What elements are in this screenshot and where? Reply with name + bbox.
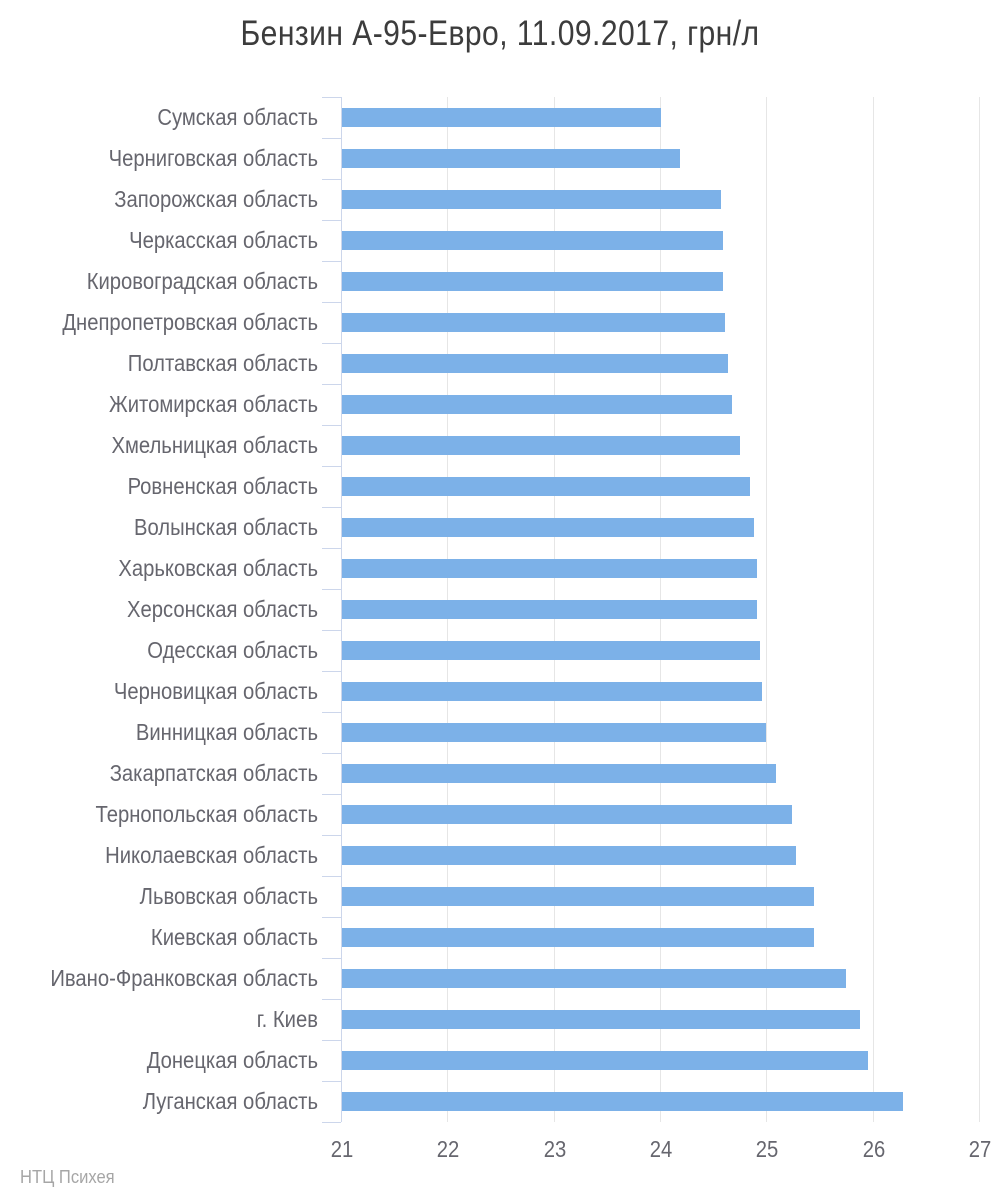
category-tick (322, 384, 341, 385)
value-tick-label: 23 (543, 1136, 567, 1162)
category-tick (322, 548, 341, 549)
category-label: Сумская область (157, 104, 318, 130)
category-tick (322, 466, 341, 467)
category-label: Полтавская область (127, 350, 318, 376)
category-label: Черновицкая область (113, 678, 318, 704)
price-bar[interactable] (342, 395, 732, 414)
category-tick (322, 138, 341, 139)
price-bar[interactable] (342, 272, 723, 291)
category-tick (322, 425, 341, 426)
category-tick (322, 999, 341, 1000)
category-tick (322, 343, 341, 344)
price-bar[interactable] (342, 190, 721, 209)
value-tick-label: 26 (862, 1136, 886, 1162)
category-tick (322, 507, 341, 508)
price-bar[interactable] (342, 682, 762, 701)
plot-area (342, 97, 980, 1122)
price-bar[interactable] (342, 477, 750, 496)
value-gridline (979, 97, 980, 1122)
category-tick (322, 1081, 341, 1082)
category-label: Закарпатская область (109, 760, 318, 786)
price-bar[interactable] (342, 1010, 860, 1029)
category-label: Львовская область (139, 883, 318, 909)
category-tick (322, 671, 341, 672)
price-bar[interactable] (342, 559, 757, 578)
category-label: Херсонская область (126, 596, 319, 622)
category-tick (322, 1122, 341, 1123)
category-label: Донецкая область (146, 1047, 318, 1073)
category-label: Луганская область (142, 1088, 318, 1114)
price-bar[interactable] (342, 436, 740, 455)
category-axis-labels (0, 97, 318, 1122)
category-label: Днепропетровская область (62, 309, 318, 335)
category-tick (322, 302, 341, 303)
category-label: Черкасская область (129, 227, 318, 253)
price-bar[interactable] (342, 600, 757, 619)
value-tick-label: 24 (649, 1136, 673, 1162)
price-bar[interactable] (342, 641, 760, 660)
value-axis-labels (330, 1136, 1000, 1170)
price-bar[interactable] (342, 969, 846, 988)
category-label: Винницкая область (135, 719, 318, 745)
price-bar[interactable] (342, 846, 796, 865)
category-label: Ровненская область (127, 473, 318, 499)
category-tick (322, 917, 341, 918)
category-tick (322, 794, 341, 795)
price-bar[interactable] (342, 928, 814, 947)
category-label: Кировоградская область (86, 268, 318, 294)
category-tick (322, 589, 341, 590)
category-tick (322, 753, 341, 754)
category-label: Киевская область (150, 924, 318, 950)
category-tick (322, 876, 341, 877)
price-bar[interactable] (342, 231, 723, 250)
category-label: Волынская область (133, 514, 318, 540)
category-tick (322, 630, 341, 631)
value-gridline (873, 97, 874, 1122)
category-tick (322, 1040, 341, 1041)
category-tick (322, 712, 341, 713)
category-tick (322, 958, 341, 959)
price-bar[interactable] (342, 723, 766, 742)
price-bar[interactable] (342, 805, 792, 824)
category-label: Николаевская область (105, 842, 319, 868)
category-label: г. Киев (256, 1006, 318, 1032)
price-bar[interactable] (342, 354, 728, 373)
price-bar[interactable] (342, 887, 814, 906)
category-label: Тернопольская область (95, 801, 319, 827)
category-label: Житомирская область (109, 391, 319, 417)
price-bar[interactable] (342, 764, 776, 783)
category-label: Запорожская область (114, 186, 318, 212)
category-label: Харьковская область (118, 555, 318, 581)
value-tick-label: 21 (330, 1136, 354, 1162)
chart-title: Бензин А-95-Евро, 11.09.2017, грн/л (240, 14, 760, 53)
category-label: Одесская область (147, 637, 318, 663)
price-bar[interactable] (342, 1051, 868, 1070)
value-tick-label: 22 (436, 1136, 460, 1162)
price-bar[interactable] (342, 313, 725, 332)
value-tick-label: 27 (968, 1136, 992, 1162)
price-bar[interactable] (342, 108, 661, 127)
category-tick (322, 835, 341, 836)
price-bar[interactable] (342, 1092, 903, 1111)
price-bar[interactable] (342, 518, 754, 537)
category-tick (322, 261, 341, 262)
category-tick (322, 179, 341, 180)
credit-label: НТЦ Психея (20, 1167, 115, 1187)
price-bar[interactable] (342, 149, 680, 168)
category-tick (322, 97, 341, 98)
value-tick-label: 25 (755, 1136, 779, 1162)
category-label: Ивано-Франковская область (50, 965, 319, 991)
category-label: Черниговская область (108, 145, 319, 171)
category-label: Хмельницкая область (111, 432, 318, 458)
category-tick (322, 220, 341, 221)
